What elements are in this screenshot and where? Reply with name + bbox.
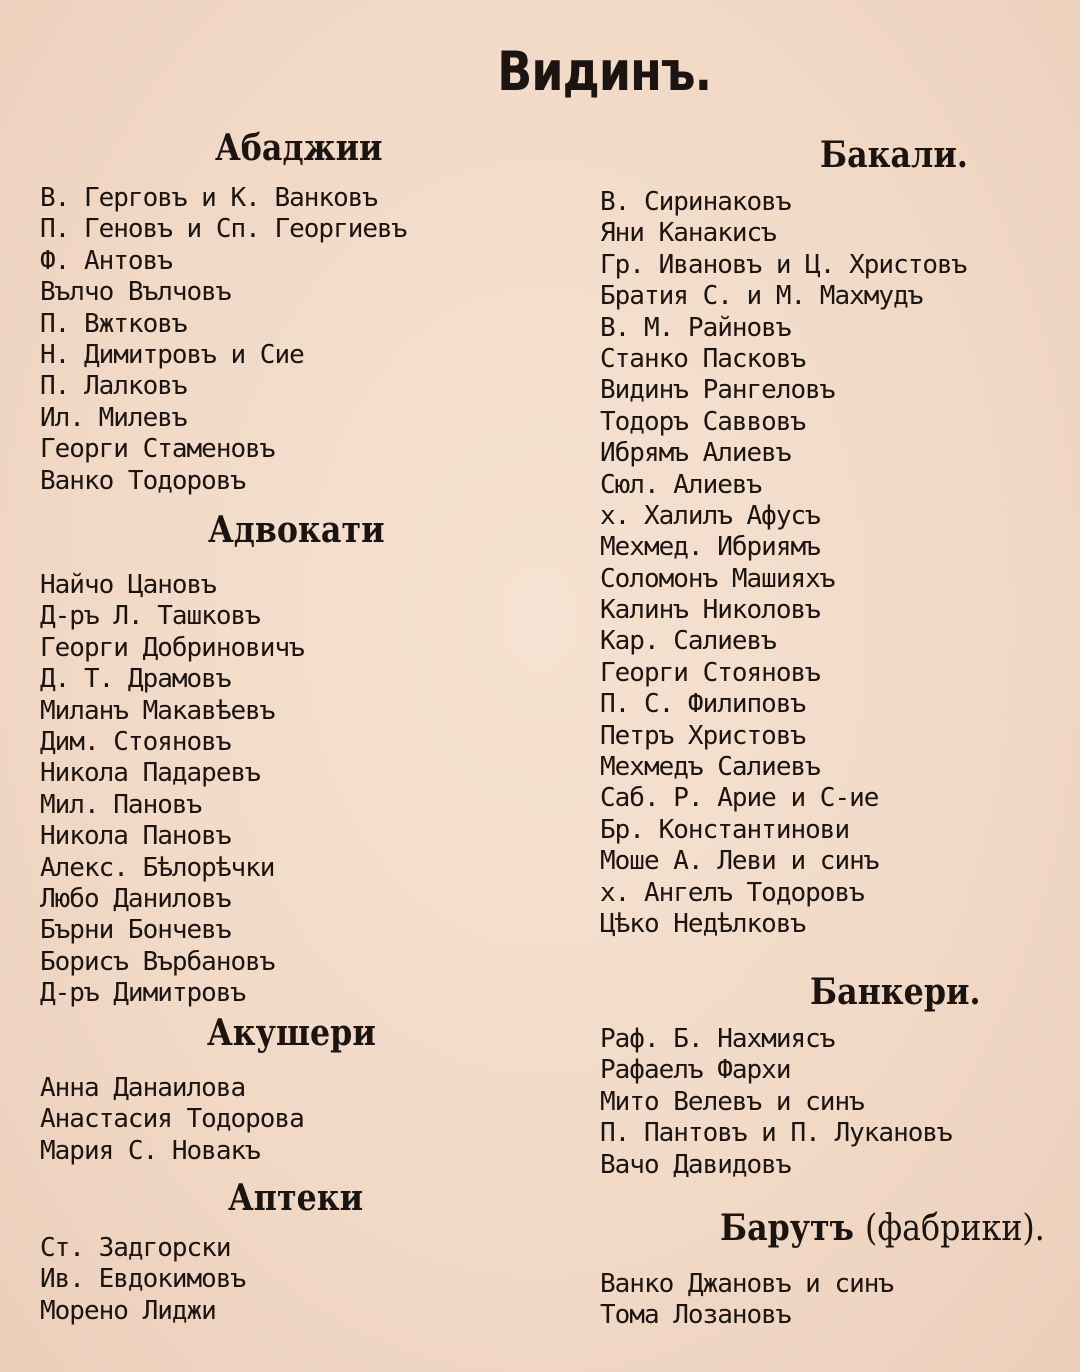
list-item: Ф. Антовъ [40, 245, 172, 276]
list-item: Мехмед. Ибриямъ [600, 532, 820, 563]
list-item: Мил. Пановъ [40, 789, 202, 820]
list-item: Братия С. и М. Махмудъ [600, 281, 923, 312]
entry-list [600, 187, 1070, 940]
list-item: Борисъ Върбановъ [40, 946, 275, 977]
list-item: Н. Димитровъ и Сие [40, 339, 304, 370]
list-item: Калинъ Николовъ [600, 595, 820, 626]
list-item: Миланъ Макавѣевъ [40, 695, 275, 726]
list-item: Яни Канакисъ [600, 218, 776, 249]
list-item: Ст. Задгорски [40, 1233, 231, 1263]
page-title: Видинъ. [497, 40, 712, 103]
list-item: П. Вжтковъ [40, 308, 187, 339]
section-heading: Банкери. [810, 971, 981, 1013]
list-item: Бр. Константинови [600, 814, 850, 845]
list-item: Ибрямъ Алиевъ [600, 438, 791, 469]
list-item: Ванко Тодоровъ [40, 465, 246, 496]
list-item: Мито Велевъ и синъ [600, 1086, 864, 1117]
list-item: Раф. Б. Нахмиясъ [600, 1024, 835, 1054]
list-item: Тома Лозановъ [600, 1300, 791, 1331]
list-item: Вълчо Вълчовъ [40, 277, 231, 308]
section-bakali [600, 135, 1070, 940]
entry-list [600, 1024, 1070, 1181]
list-item: Кар. Салиевъ [600, 626, 776, 657]
list-item: Любо Даниловъ [40, 883, 231, 914]
entry-list [40, 570, 520, 1009]
entry-list [600, 1269, 1070, 1332]
list-item: В. Сиринаковъ [600, 187, 791, 217]
list-item: Мехмедъ Салиевъ [600, 752, 820, 783]
section-heading: Бакали. [820, 134, 968, 176]
list-item: П. Геновъ и Сп. Георгиевъ [40, 214, 407, 245]
section-advokati [40, 510, 520, 1009]
list-item: х. Халилъ Афусъ [600, 500, 820, 531]
list-item: Бърни Бончевъ [40, 915, 231, 946]
list-item: Д-ръ Димитровъ [40, 978, 246, 1009]
list-item: Никола Падаревъ [40, 758, 260, 789]
list-item: Никола Пановъ [40, 821, 231, 852]
section-abadzhii [40, 128, 520, 497]
list-item: Георги Стояновъ [600, 657, 820, 688]
entry-list [40, 183, 520, 497]
section-heading: Акушери [207, 1012, 376, 1054]
section-bankeri [600, 972, 1070, 1181]
list-item: х. Ангелъ Тодоровъ [600, 877, 864, 908]
section-heading: Абаджии [215, 127, 383, 169]
list-item: Алекс. Бѣлорѣчки [40, 852, 275, 883]
section-akusheri [40, 1013, 520, 1167]
entry-list [40, 1233, 520, 1327]
list-item: Соломонъ Машияхъ [600, 563, 835, 594]
section-apteki [40, 1178, 520, 1327]
list-item: В. М. Райновъ [600, 312, 791, 343]
list-item: Анна Данаилова [40, 1073, 246, 1103]
list-item: Ванко Джановъ и синъ [600, 1269, 894, 1299]
list-item: Анастасия Тодорова [40, 1104, 304, 1135]
list-item: Морено Лиджи [40, 1295, 216, 1326]
list-item: Сюл. Алиевъ [600, 469, 762, 500]
list-item: В. Герговъ и К. Ванковъ [40, 183, 378, 213]
section-heading [720, 1207, 1045, 1249]
list-item: Петръ Христовъ [600, 720, 806, 751]
list-item: Цѣко Недѣлковъ [600, 908, 806, 939]
list-item: Георги Стаменовъ [40, 434, 275, 465]
section-heading: Аптеки [228, 1177, 364, 1219]
list-item: Гр. Ивановъ и Ц. Христовъ [600, 249, 967, 280]
list-item: Моше А. Леви и синъ [600, 846, 879, 877]
list-item: П. С. Филиповъ [600, 689, 806, 720]
list-item: П. Пантовъ и П. Лукановъ [600, 1118, 952, 1149]
list-item: Ил. Милевъ [40, 402, 187, 433]
list-item: Д. Т. Драмовъ [40, 664, 231, 695]
section-barut [600, 1208, 1070, 1332]
list-item: Вачо Давидовъ [600, 1149, 791, 1180]
list-item: Мария С. Новакъ [40, 1135, 260, 1166]
list-item: Дим. Стояновъ [40, 726, 231, 757]
list-item: Саб. Р. Арие и С-ие [600, 783, 879, 814]
section-heading: Адвокати [208, 509, 385, 551]
entry-list [40, 1073, 520, 1167]
list-item: Рафаелъ Фархи [600, 1055, 791, 1086]
list-item: П. Лалковъ [40, 371, 187, 402]
list-item: Ив. Евдокимовъ [40, 1264, 246, 1295]
list-item: Найчо Цановъ [40, 570, 216, 600]
list-item: Тодоръ Саввовъ [600, 406, 806, 437]
section-heading-main: Барутъ [720, 1207, 854, 1249]
list-item: Видинъ Рангеловъ [600, 375, 835, 406]
list-item: Д-ръ Л. Ташковъ [40, 601, 260, 632]
list-item: Георги Добриновичъ [40, 632, 304, 663]
section-heading-sub: (фабрики). [865, 1208, 1045, 1249]
list-item: Станко Пасковъ [600, 343, 806, 374]
